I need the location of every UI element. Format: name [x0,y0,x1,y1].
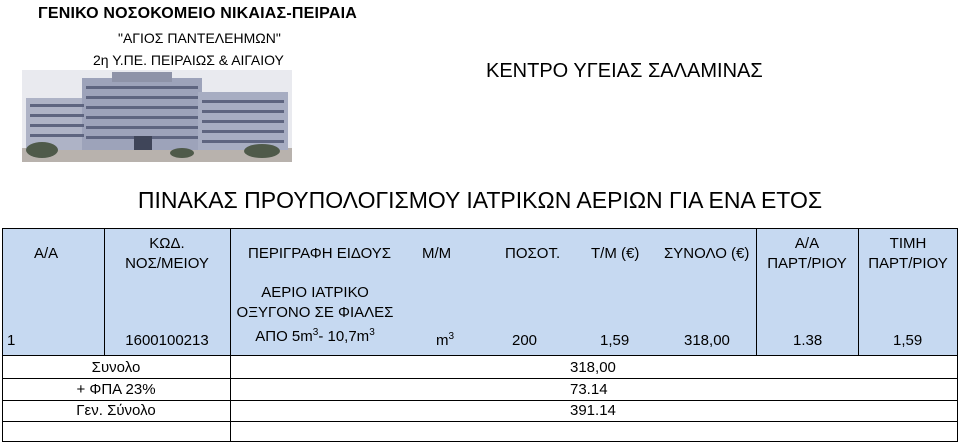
col-header-aa-part-line2: ΠΑΡΤ/ΡΙΟΥ [767,255,847,272]
document-title: ΠΙΝΑΚΑΣ ΠΡΟΥΠΟΛΟΓΙΣΜΟΥ ΙΑΤΡΙΚΩΝ ΑΕΡΙΩΝ ΓΙΑ ΕΝΑ ΕΤΟΣ [137,187,823,213]
grand-total-label: Γεν. Σύνολο [76,402,156,419]
col-header-price-part-line1: ΤΙΜΗ [889,235,927,252]
vat-value: 73.14 [570,381,608,398]
row-unit: $m^3$ [436,331,455,349]
hospital-name: ΓΕΝΙΚΟ ΝΟΣΟΚΟΜΕΙΟ ΝΙΚΑΙΑΣ-ΠΕΙΡΑΙΑ [38,5,357,22]
col-header-price-part [858,234,958,274]
col-header-code-line2: ΝΟΣ/ΜΕΙΟΥ [125,255,209,272]
row-description [230,283,400,347]
row-total: 318,00 [684,332,730,349]
col-header-aa-part-line1: Α/Α [794,235,820,252]
row-description-line1: ΑΕΡΙΟ ΙΑΤΡΙΚΟ [261,284,369,301]
hospital-saint-name: "ΑΓΙΟΣ ΠΑΝΤΕΛΕΗΜΩΝ" [118,30,281,46]
row-aa-part: 1.38 [793,332,823,349]
row-unit-price: 1,59 [600,332,630,349]
col-header-unit: Μ/Μ [422,245,452,262]
hospital-region: 2η Υ.ΠΕ. ΠΕΙΡΑΙΩΣ & ΑΙΓΑΙΟΥ [93,52,284,68]
col-header-description: ΠΕΡΙΓΡΑΦΗ ΕΙΔΟΥΣ [248,245,392,262]
col-header-code [104,234,230,274]
total-value: 318,00 [570,359,616,376]
col-header-aa: Α/Α [34,245,59,262]
total-label: Συνολο [91,359,141,376]
col-header-aa-part [756,234,858,274]
row-description-line3: ΑΠΟ $5m^3-$ $10,7m^3$ [255,327,375,345]
col-header-quantity: ΠΟΣΟΤ. [505,245,561,262]
col-header-code-line1: ΚΩΔ. [149,235,185,252]
grand-total-value: 391.14 [570,402,616,419]
row-price-part: 1,59 [893,332,923,349]
row-aa: 1 [7,332,16,349]
row-quantity: 200 [512,332,538,349]
health-center-name: ΚΕΝΤΡΟ ΥΓΕΙΑΣ ΣΑΛΑΜΙΝΑΣ [486,60,763,82]
vat-label: + ΦΠΑ 23% [76,381,156,398]
col-header-total: ΣΥΝΟΛΟ (€) [664,245,750,262]
col-header-unit-price: Τ/Μ (€) [591,245,640,262]
row-code: 1600100213 [125,332,209,349]
row-description-line2: ΟΞΥΓΟΝΟ ΣΕ ΦΙΑΛΕΣ [236,304,394,321]
col-header-price-part-line2: ΠΑΡΤ/ΡΙΟΥ [868,255,948,272]
hospital-building-image [22,70,292,162]
